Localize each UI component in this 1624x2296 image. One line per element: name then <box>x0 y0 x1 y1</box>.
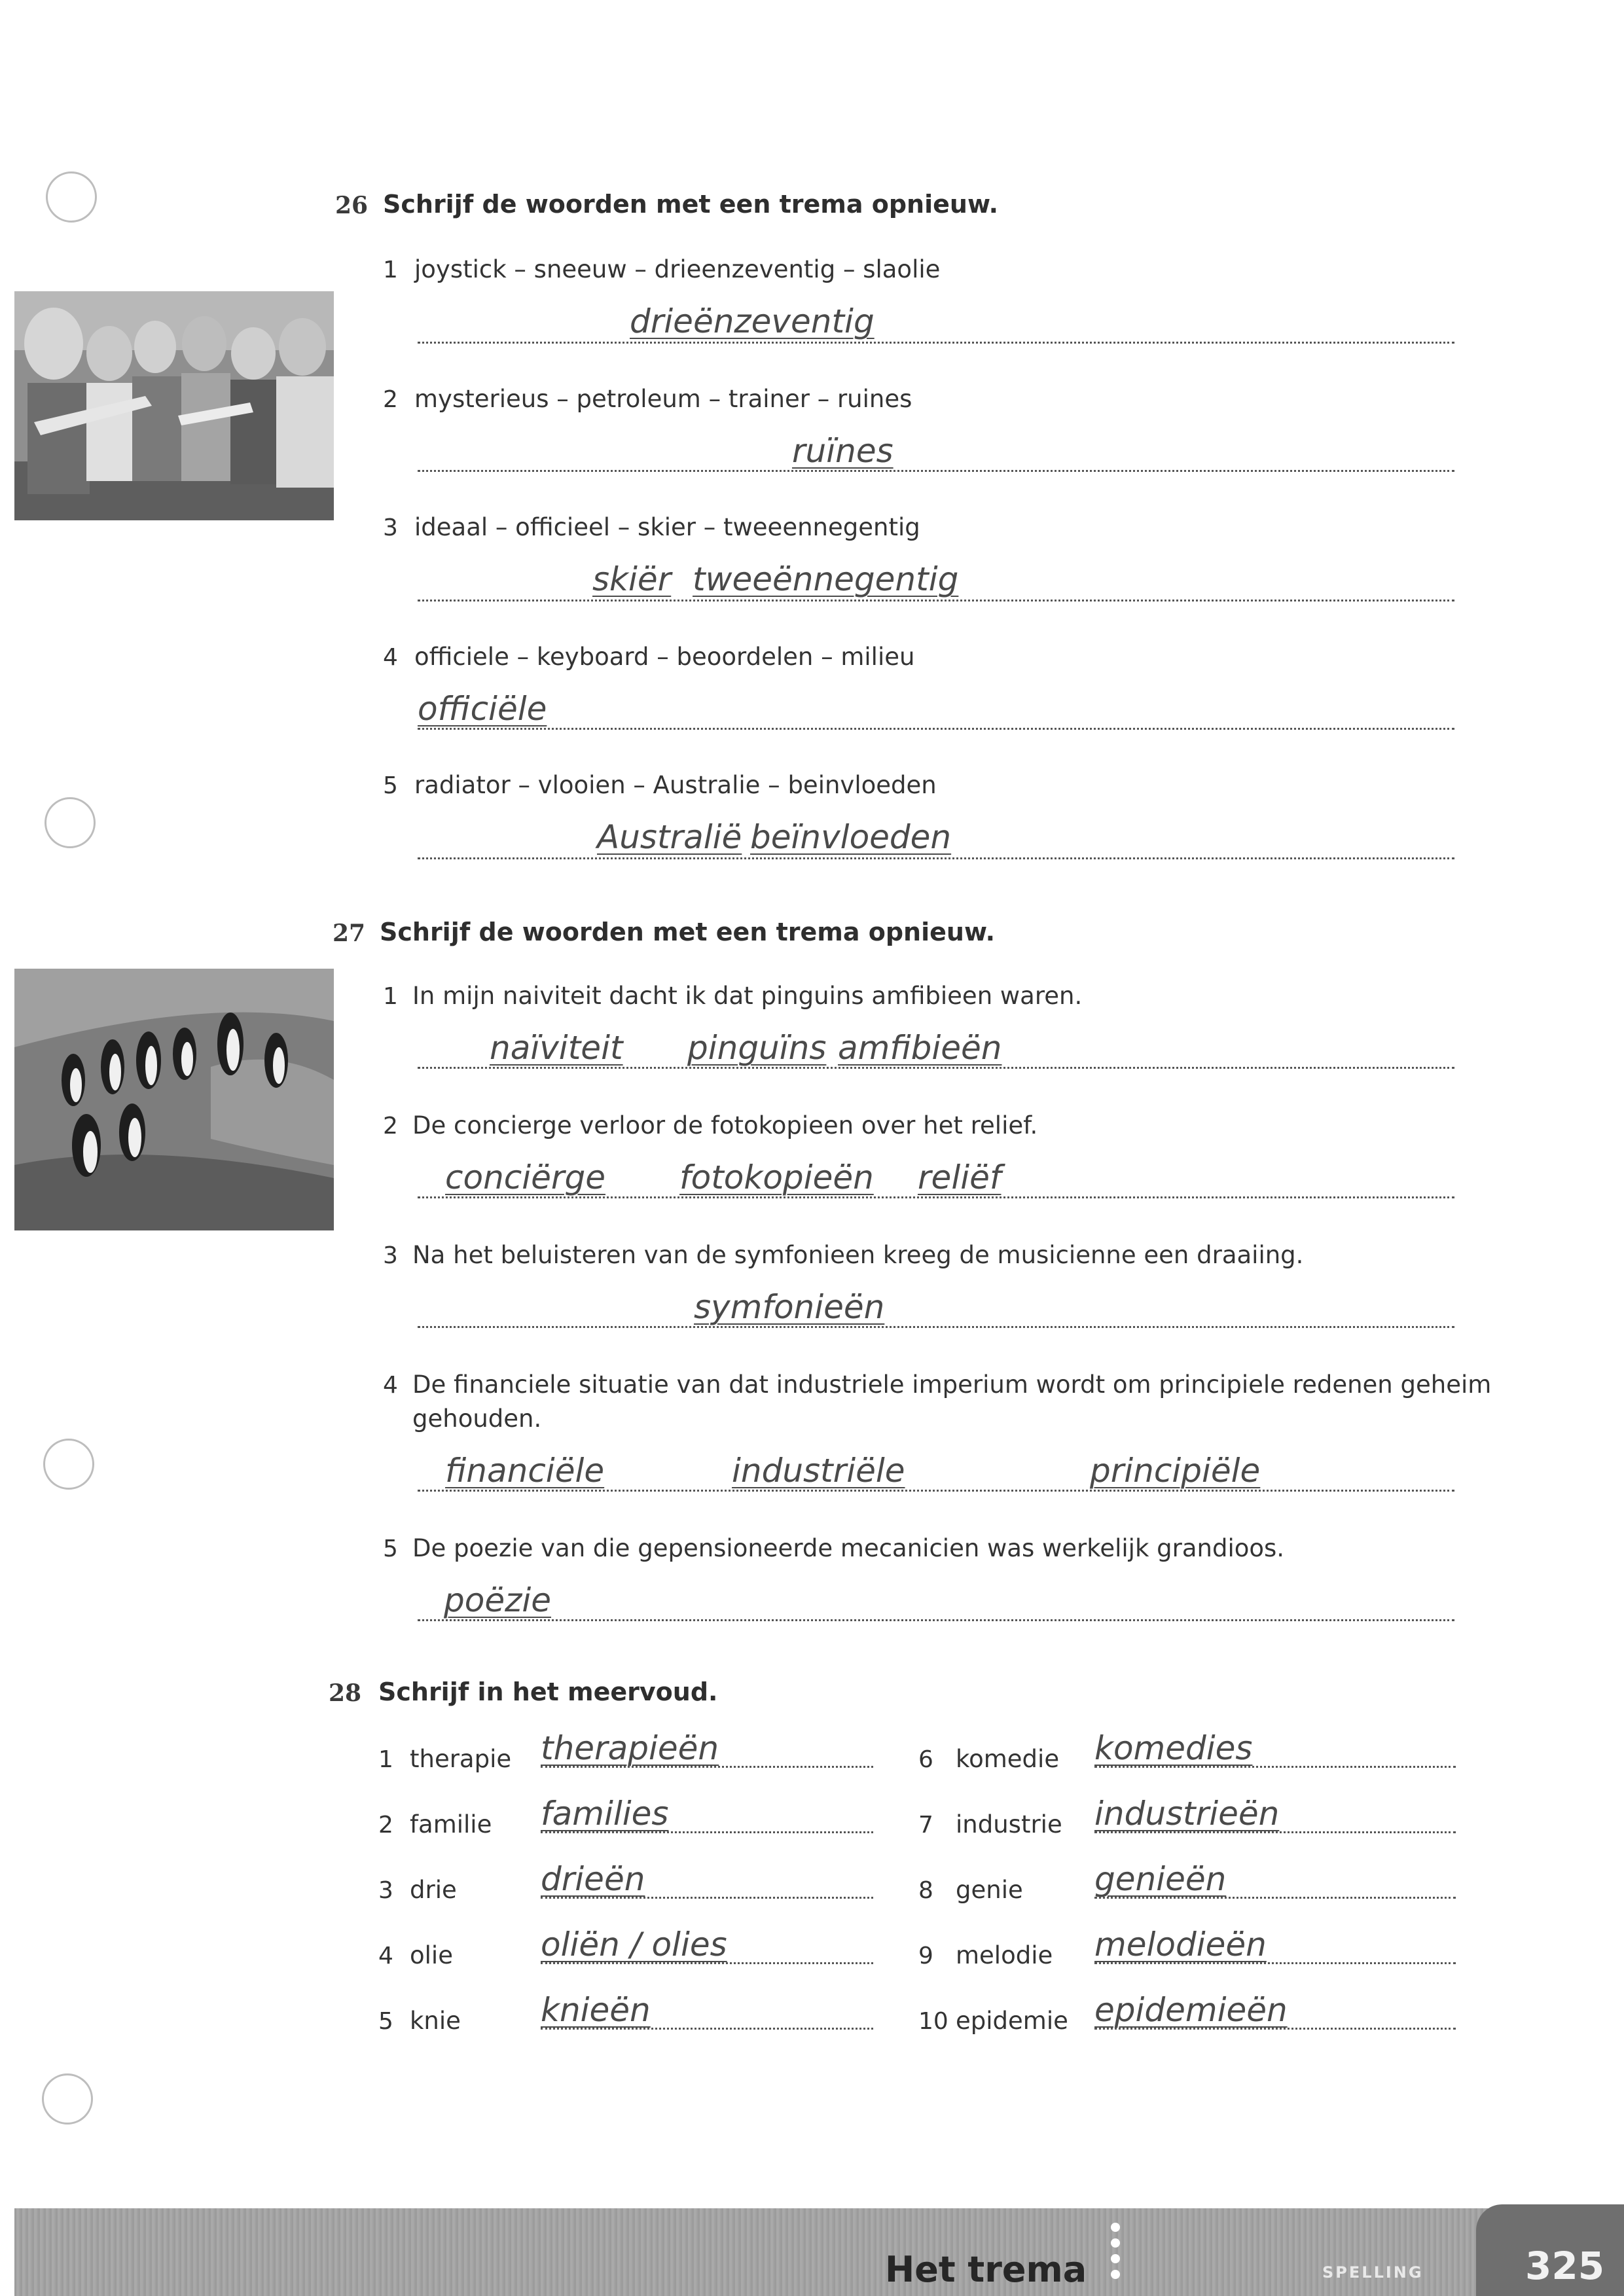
answer: drieënzeventig <box>630 302 875 340</box>
answer: pinguïns <box>687 1029 827 1067</box>
item-number: 1 <box>378 1746 393 1773</box>
answer: families <box>541 1795 669 1833</box>
answer: reliëf <box>918 1158 1001 1196</box>
answer: officiële <box>418 690 547 728</box>
answer: symfonieën <box>694 1288 885 1326</box>
answer-line <box>541 1962 873 1964</box>
answer: komedies <box>1094 1729 1253 1767</box>
answer-line <box>1094 1962 1456 1964</box>
answer-line <box>1094 1766 1456 1768</box>
item-number: 4 <box>383 1372 398 1399</box>
item-text: officiele – keyboard – beoordelen – milieu <box>414 643 915 671</box>
item-text: radiator – vlooien – Australie – beinvloeden <box>414 771 937 799</box>
answer-line <box>418 1067 1454 1069</box>
singular-word: epidemie <box>956 2007 1068 2035</box>
answer-line <box>418 1196 1454 1198</box>
item-number: 5 <box>383 772 398 799</box>
item-number: 7 <box>918 1812 933 1839</box>
answer-line <box>541 1897 873 1899</box>
singular-word: melodie <box>956 1941 1053 1969</box>
singular-word: komedie <box>956 1745 1060 1773</box>
singular-word: genie <box>956 1876 1023 1904</box>
answer: industriële <box>732 1452 905 1490</box>
item-number: 8 <box>918 1877 933 1904</box>
exercise-number: 28 <box>329 1679 362 1707</box>
singular-word: industrie <box>956 1810 1062 1839</box>
answer-line <box>1094 1897 1456 1899</box>
answer-line <box>418 342 1454 344</box>
punch-hole <box>42 2073 93 2125</box>
answer: drieën <box>541 1860 645 1898</box>
answer: oliën / olies <box>541 1926 727 1964</box>
answer-line <box>418 1619 1454 1621</box>
answer: principiële <box>1090 1452 1261 1490</box>
answer: financiële <box>445 1452 605 1490</box>
item-text: joystick – sneeuw – drieenzeventig – slaolie <box>414 255 941 283</box>
answer-line <box>541 2028 873 2030</box>
answer: melodieën <box>1094 1926 1267 1964</box>
answer: genieën <box>1094 1860 1227 1898</box>
item-text: De poezie van die gepensioneerde mecanicien was werkelijk grandioos. <box>412 1534 1285 1562</box>
item-text: In mijn naiviteit dacht ik dat pinguins amfibieen waren. <box>412 982 1083 1010</box>
item-text-continuation: gehouden. <box>412 1405 542 1433</box>
punch-hole <box>46 171 97 223</box>
answer-line <box>418 857 1454 859</box>
page-number: 325 <box>1525 2244 1605 2288</box>
photo-penguins <box>14 969 334 1230</box>
answer-line <box>418 728 1454 730</box>
footer-title: Het trema <box>885 2249 1087 2290</box>
item-number: 3 <box>378 1877 393 1904</box>
punch-hole <box>43 1439 94 1490</box>
item-text: De concierge verloor de fotokopieen over het relief. <box>412 1111 1038 1139</box>
answer: beïnvloeden <box>750 818 952 856</box>
answer-line <box>541 1831 873 1833</box>
footer-section-label: SPELLING <box>1322 2263 1424 2282</box>
item-text: De financiele situatie van dat industriele imperium wordt om principiele redenen geheim <box>412 1371 1492 1399</box>
answer-line <box>1094 1831 1456 1833</box>
footer-bar <box>14 2208 1624 2296</box>
item-number: 5 <box>378 2008 393 2035</box>
exercise-title: Schrijf de woorden met een trema opnieuw. <box>380 918 996 946</box>
item-number: 10 <box>918 2008 948 2035</box>
item-text: Na het beluisteren van de symfonieen kreeg de musicienne een draaiing. <box>412 1241 1304 1269</box>
answer: Australië <box>597 818 742 856</box>
item-number: 2 <box>378 1812 393 1839</box>
exercise-title: Schrijf in het meervoud. <box>378 1677 718 1706</box>
singular-word: therapie <box>410 1745 512 1773</box>
answer-line <box>541 1766 873 1768</box>
answer: skiër <box>592 560 672 598</box>
item-number: 2 <box>383 1113 398 1139</box>
singular-word: knie <box>410 2007 461 2035</box>
answer: naïviteit <box>490 1029 623 1067</box>
answer-line <box>418 600 1454 601</box>
answer: tweeënnegentig <box>693 560 959 598</box>
answer: therapieën <box>541 1729 719 1767</box>
answer-line <box>418 1490 1454 1492</box>
item-number: 3 <box>383 514 398 541</box>
item-text: mysterieus – petroleum – trainer – ruines <box>414 385 912 413</box>
singular-word: olie <box>410 1941 453 1969</box>
answer-line <box>1094 2028 1456 2030</box>
answer: epidemieën <box>1094 1991 1288 2029</box>
singular-word: familie <box>410 1810 492 1839</box>
item-number: 6 <box>918 1746 933 1773</box>
answer: ruïnes <box>792 432 893 470</box>
answer: amfibieën <box>838 1029 1002 1067</box>
item-number: 1 <box>383 257 398 283</box>
answer-line <box>418 1326 1454 1328</box>
footer-divider-dots <box>1111 2223 1120 2286</box>
answer: knieën <box>541 1991 651 2029</box>
singular-word: drie <box>410 1876 457 1904</box>
answer-line <box>418 470 1454 472</box>
punch-hole <box>45 797 96 848</box>
answer: industrieën <box>1094 1795 1280 1833</box>
item-number: 9 <box>918 1943 933 1969</box>
exercise-number: 27 <box>333 920 366 947</box>
item-number: 3 <box>383 1242 398 1269</box>
item-number: 2 <box>383 386 398 413</box>
exercise-title: Schrijf de woorden met een trema opnieuw. <box>383 190 999 219</box>
exercise-number: 26 <box>335 192 369 219</box>
photo-children <box>14 291 334 520</box>
item-number: 4 <box>378 1943 393 1969</box>
answer: fotokopieën <box>679 1158 874 1196</box>
item-number: 5 <box>383 1535 398 1562</box>
item-number: 1 <box>383 983 398 1010</box>
item-text: ideaal – officieel – skier – tweeennegentig <box>414 513 920 541</box>
item-number: 4 <box>383 644 398 671</box>
answer: poëzie <box>444 1581 551 1619</box>
answer: conciërge <box>445 1158 605 1196</box>
